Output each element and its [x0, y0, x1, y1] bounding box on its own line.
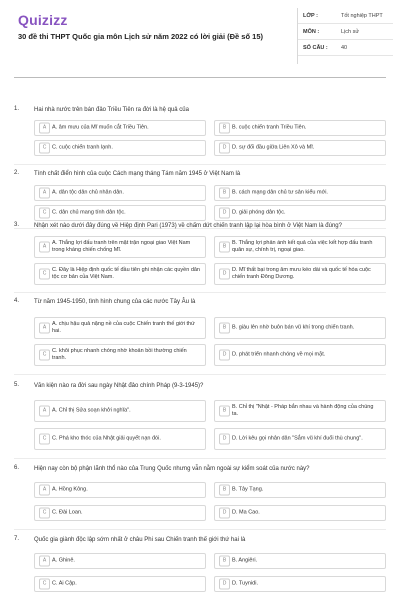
option-letter: A [39, 188, 50, 199]
meta-key: LỚP : [303, 12, 318, 19]
option-text: B. cách mạng dân chủ tư sản kiểu mới. [232, 189, 328, 196]
option-letter: B [219, 242, 230, 253]
option-letter: A [39, 323, 50, 334]
option-letter: B [219, 123, 230, 134]
answer-option-a[interactable] [34, 553, 206, 569]
question-number: 7. [14, 536, 20, 542]
question-text: Văn kiện nào ra đời sau ngày Nhật đảo chính Pháp (9-3-1945)? [34, 383, 204, 389]
option-text: C. khôi phục nhanh chóng nhờ khoản bồi thường chiến tranh. [52, 348, 187, 361]
option-text: C. Phá kho thóc của Nhật giải quyết nạn đói. [52, 435, 161, 442]
option-letter: B [219, 556, 230, 567]
option-text: B. cuộc chiến tranh Triều Tiên. [232, 124, 307, 131]
answer-option-a[interactable] [34, 120, 206, 136]
option-letter: A [39, 556, 50, 567]
option-text: A. dân tộc dân chủ nhân dân. [52, 189, 124, 196]
answer-option-b[interactable] [214, 400, 386, 422]
option-letter: D [219, 508, 230, 519]
question-text: Tính chất điển hình của cuộc Cách mạng tháng Tám năm 1945 ở Việt Nam là [34, 171, 241, 177]
option-letter: D [219, 434, 230, 445]
option-letter: A [39, 406, 50, 417]
option-text: A. âm mưu của Mĩ muốn cắt Triều Tiên. [52, 124, 149, 131]
question-separator [14, 164, 386, 165]
answer-option-a[interactable] [34, 317, 206, 339]
option-text: A. chịu hậu quả nặng nề của cuộc Chiến tranh thế giới thứ hai. [52, 321, 195, 334]
question-separator [14, 374, 386, 375]
answer-option-a[interactable] [34, 482, 206, 498]
answer-option-b[interactable] [214, 553, 386, 569]
answer-option-d[interactable] [214, 576, 386, 592]
option-letter: A [39, 123, 50, 134]
option-letter: A [39, 485, 50, 496]
meta-row-class [298, 8, 393, 24]
question-number: 3. [14, 222, 20, 228]
answer-option-b[interactable] [214, 482, 386, 498]
option-text: B. giàu lên nhờ buôn bán vũ khí trong chiến tranh. [232, 324, 355, 331]
option-text: D. Lời kêu gọi nhân dân "Sắm vũ khí đuổi thù chung". [232, 435, 363, 442]
option-text: D. Tuynidi. [232, 580, 258, 587]
answer-option-b[interactable] [214, 185, 386, 201]
option-text: C. Đài Loan. [52, 509, 83, 516]
option-text: C. Đây là Hiệp định quốc tế đầu tiên ghi nhận các quyền dân tộc cơ bản của Việt Nam. [52, 267, 200, 280]
answer-option-c[interactable] [34, 428, 206, 450]
option-letter: D [219, 143, 230, 154]
answer-option-d[interactable] [214, 344, 386, 366]
option-letter: D [219, 208, 230, 219]
answer-option-b[interactable] [214, 317, 386, 339]
option-text: C. dân chủ mang tính dân tộc. [52, 209, 126, 216]
meta-key: MÔN : [303, 28, 320, 35]
answer-option-c[interactable] [34, 140, 206, 156]
option-letter: D [219, 269, 230, 280]
option-letter: D [219, 350, 230, 361]
option-letter: C [39, 208, 50, 219]
option-letter: C [39, 434, 50, 445]
option-text: D. phát triển nhanh chóng về mọi mặt. [232, 351, 326, 358]
answer-option-c[interactable] [34, 263, 206, 285]
answer-option-b[interactable] [214, 236, 386, 258]
answer-option-b[interactable] [214, 120, 386, 136]
answer-option-a[interactable] [34, 236, 206, 258]
quizizz-logo: Quizizz [18, 12, 68, 28]
option-text: D. Ma Cao. [232, 509, 260, 516]
meta-key: SỐ CÂU : [303, 44, 328, 51]
meta-value: 40 [341, 44, 348, 51]
header-divider [14, 77, 386, 78]
question-separator [14, 458, 386, 459]
option-text: A. Ghinê. [52, 557, 75, 564]
answer-option-d[interactable] [214, 205, 386, 221]
answer-option-d[interactable] [214, 263, 386, 285]
answer-option-c[interactable] [34, 505, 206, 521]
option-letter: B [219, 188, 230, 199]
question-text: Quốc gia giành độc lập sớm nhất ở châu Phi sau Chiến tranh thế giới thứ hai là [34, 537, 246, 543]
option-letter: B [219, 406, 230, 417]
option-letter: C [39, 579, 50, 590]
option-text: D. giải phóng dân tộc. [232, 209, 286, 216]
meta-value: Lịch sử [341, 28, 360, 35]
option-letter: B [219, 485, 230, 496]
option-letter: A [39, 242, 50, 253]
answer-option-a[interactable] [34, 185, 206, 201]
option-letter: C [39, 269, 50, 280]
question-number: 5. [14, 382, 20, 388]
question-text: Hai nhà nước trên bán đảo Triều Tiên ra đời là hệ quả của [34, 107, 189, 113]
option-letter: D [219, 579, 230, 590]
option-text: D. Mĩ thất bại trong âm mưu kéo dài và quốc tế hóa cuộc chiến tranh Đông Dương. [232, 267, 371, 280]
question-number: 6. [14, 465, 20, 471]
option-text: A. Thắng lợi đấu tranh trên mặt trận ngoại giao Việt Nam trong kháng chiến chống Mĩ. [52, 240, 191, 253]
answer-option-d[interactable] [214, 428, 386, 450]
question-number: 4. [14, 298, 20, 304]
question-text: Nhận xét nào dưới đây đúng về Hiệp định Pari (1973) về chấm dứt chiến tranh lập lại hòa bình ở Việt Nam là đúng? [34, 223, 342, 229]
answer-option-d[interactable] [214, 140, 386, 156]
worksheet-meta [297, 8, 393, 64]
question-number: 2. [14, 170, 20, 176]
answer-option-c[interactable] [34, 344, 206, 366]
meta-row-subject [298, 24, 393, 40]
option-text: A. Chỉ thị Sửa soạn khởi nghĩa". [52, 407, 131, 414]
option-text: B. Tây Tạng. [232, 486, 264, 493]
question-text: Từ năm 1945-1950, tình hình chung của các nước Tây Âu là [34, 299, 196, 305]
option-letter: C [39, 143, 50, 154]
meta-value: Tốt nghiệp THPT [341, 12, 383, 19]
question-separator [14, 529, 386, 530]
option-text: B. Angiêri. [232, 557, 258, 564]
answer-option-a[interactable] [34, 400, 206, 422]
option-text: C. cuộc chiến tranh lạnh. [52, 144, 113, 151]
option-letter: C [39, 508, 50, 519]
meta-row-count [298, 40, 393, 56]
option-text: D. sự đối đầu giữa Liên Xô và Mĩ. [232, 144, 315, 151]
question-separator [14, 292, 386, 293]
page-header [0, 0, 400, 70]
answer-option-d[interactable] [214, 505, 386, 521]
option-text: B. Chỉ thị "Nhật - Pháp bắn nhau và hành động của chúng ta. [232, 404, 374, 417]
answer-option-c[interactable] [34, 205, 206, 221]
option-text: C. Ai Cập. [52, 580, 77, 587]
answer-option-c[interactable] [34, 576, 206, 592]
worksheet-title: 30 đề thi THPT Quốc gia môn Lịch sử năm 2022 có lời giải (Đề số 15) [18, 32, 263, 41]
question-number: 1. [14, 106, 20, 112]
option-text: B. Thắng lợi phản ánh kết quả của việc kết hợp đấu tranh quân sự, chính trị, ngoại giao. [232, 240, 373, 253]
question-text: Hiện nay còn bộ phận lãnh thổ nào của Trung Quốc nhưng vẫn nằm ngoài sự kiểm soát của nước này? [34, 466, 310, 472]
option-letter: B [219, 323, 230, 334]
option-letter: C [39, 350, 50, 361]
option-text: A. Hồng Kông. [52, 486, 88, 493]
